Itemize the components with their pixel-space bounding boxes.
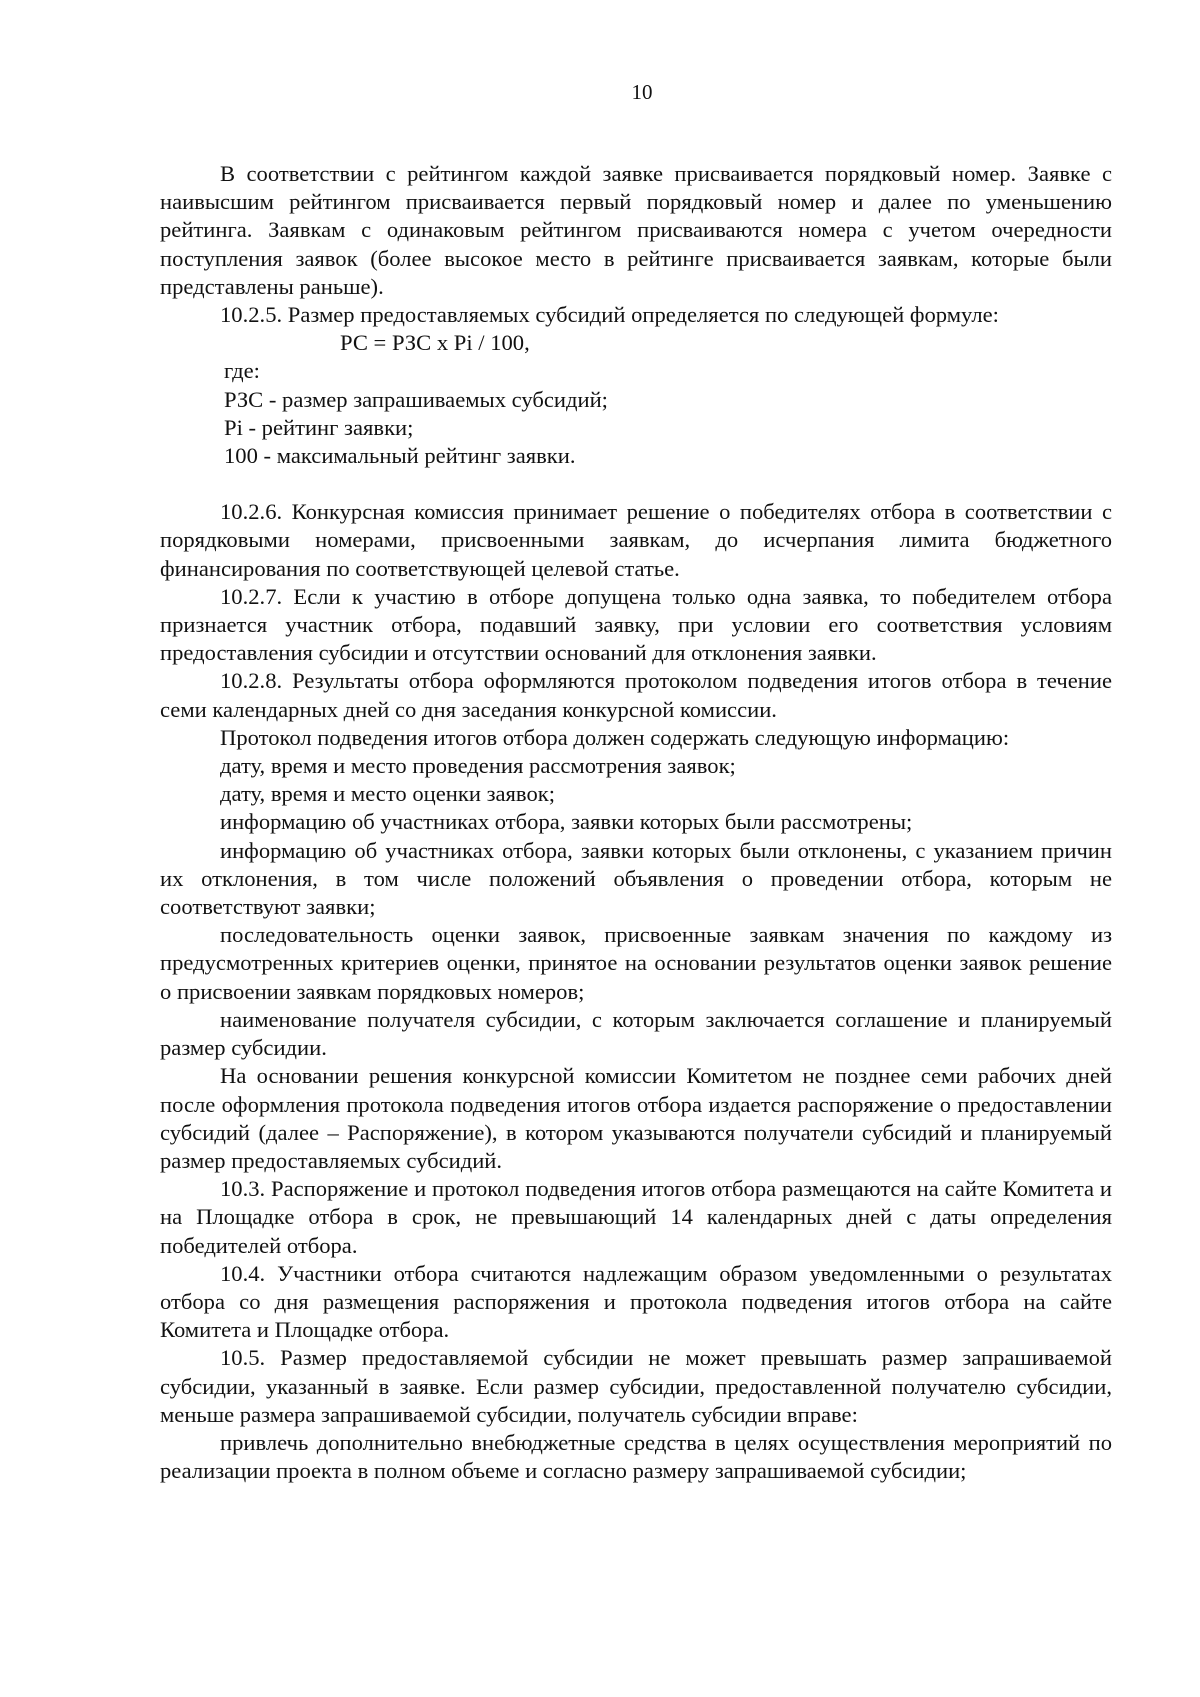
list-item-review-date: дату, время и место проведения рассмотрения заявок;	[220, 753, 736, 779]
definition-where: где:	[224, 358, 260, 384]
list-item-rejected-participants: информацию об участниках отбора, заявки которых были отклонены, с указанием причин их отклонения, в том числе положений объявления о проведении отбора, которым не соответствуют заявки;	[160, 837, 1112, 920]
list-item-evaluation-sequence: последовательность оценки заявок, присвоенные заявкам значения по каждому из предусмотренных критериев оценки, принятое на основании результатов оценки заявок решение о присвоении заявкам порядковых номеров;	[160, 922, 1112, 1004]
paragraph-rating-order: В соответствии с рейтингом каждой заявке присваивается порядковый номер. Заявке с наивысшим рейтингом присваивается первый порядковый номер и далее по уменьшению рейтинга. Заявкам с одинаковым рейтингом присваиваются номера с учетом очередности поступления заявок (более высокое место в рейтинге присваивается заявкам, которые были представлены раньше).	[160, 161, 1112, 299]
paragraph-10-2-6: 10.2.6. Конкурсная комиссия принимает решение о победителях отбора в соответствии с порядковыми номерами, присвоенными заявкам, до исчерпания лимита бюджетного финансирования по соответствующей целевой статье.	[160, 499, 1112, 581]
paragraph-10-5: 10.5. Размер предоставляемой субсидии не может превышать размер запрашиваемой субсидии, указанный в заявке. Если размер субсидии, предоставленной получателю субсидии, меньше размера запрашиваемой субсидии, получатель субсидии вправе:	[160, 1345, 1112, 1427]
document-body	[160, 160, 1112, 1485]
paragraph-10-3: 10.3. Распоряжение и протокол подведения итогов отбора размещаются на сайте Комитета и на Площадке отбора в срок, не превышающий 14 календарных дней с даты определения победителей отбора.	[160, 1176, 1112, 1258]
list-item-recipient-name: наименование получателя субсидии, с которым заключается соглашение и планируемый размер субсидии.	[160, 1006, 1112, 1061]
paragraph-protocol-info: Протокол подведения итогов отбора должен содержать следующую информацию:	[220, 724, 1010, 750]
spacer	[160, 470, 1112, 498]
paragraph-10-2-8: 10.2.8. Результаты отбора оформляются протоколом подведения итогов отбора в течение семи календарных дней со дня заседания конкурсной комиссии.	[160, 668, 1112, 722]
subsidy-formula: РС = РЗС x Pi / 100,	[340, 330, 530, 356]
definition-rzs: РЗС - размер запрашиваемых субсидий;	[224, 386, 608, 412]
list-item-reviewed-participants: информацию об участниках отбора, заявки которых были рассмотрены;	[220, 809, 913, 835]
paragraph-10-4: 10.4. Участники отбора считаются надлежащим образом уведомленными о результатах отбора со дня размещения распоряжения и протокола подведения итогов отбора на сайте Комитета и Площадке отбора.	[160, 1260, 1112, 1343]
list-item-extra-funds: привлечь дополнительно внебюджетные средства в целях осуществления мероприятий по реализации проекта в полном объеме и согласно размеру запрашиваемой субсидии;	[160, 1429, 1112, 1484]
definition-pi: Pi - рейтинг заявки;	[224, 414, 414, 440]
page-number: 10	[631, 80, 653, 104]
paragraph-10-2-7: 10.2.7. Если к участию в отборе допущена только одна заявка, то победителем отбора признается участник отбора, подавший заявку, при условии его соответствия условиям предоставления субсидии и отсутствии оснований для отклонения заявки.	[160, 583, 1112, 666]
list-item-evaluation-date: дату, время и место оценки заявок;	[220, 781, 555, 807]
definition-max-rating: 100 - максимальный рейтинг заявки.	[224, 443, 576, 469]
paragraph-10-2-5: 10.2.5. Размер предоставляемых субсидий определяется по следующей формуле:	[220, 302, 999, 328]
paragraph-order-issuance: На основании решения конкурсной комиссии Комитетом не позднее семи рабочих дней после оформления протокола подведения итогов отбора издается распоряжение о предоставлении субсидий (далее – Распоряжение), в котором указываются получатели субсидий и планируемый размер предоставляемых субсидий.	[160, 1063, 1112, 1173]
